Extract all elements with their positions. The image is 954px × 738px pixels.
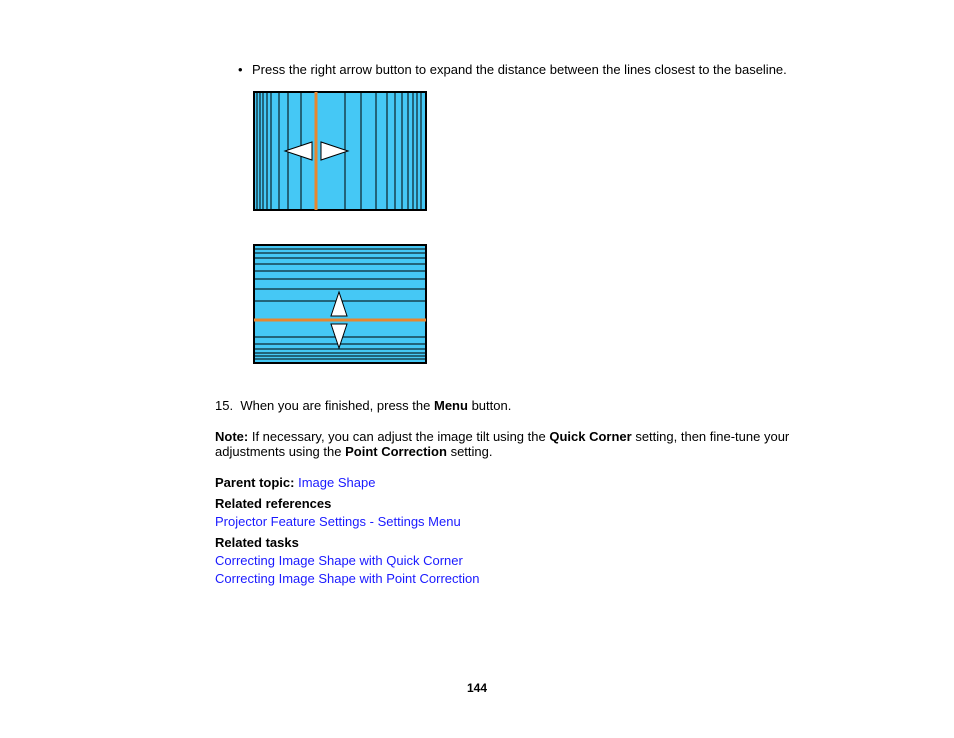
point-correction-label: Point Correction: [345, 444, 447, 459]
note-label: Note:: [215, 429, 249, 444]
note-text-2: setting, then fine-tune your adjustments using the: [215, 429, 790, 459]
vertical-lines-figure: [253, 91, 428, 212]
bullet-symbol: •: [238, 62, 243, 77]
parent-topic-link[interactable]: Image Shape: [298, 475, 376, 490]
page-number: 144: [466, 681, 488, 695]
parent-topic: [215, 475, 375, 490]
related-tasks-heading: Related tasks: [215, 535, 299, 550]
related-references-heading: Related references: [215, 496, 332, 511]
parent-topic-label: Parent topic:: [215, 475, 295, 490]
related-task-link-quick-corner[interactable]: Correcting Image Shape with Quick Corner: [215, 553, 463, 568]
horizontal-lines-figure: [253, 244, 428, 365]
step-number: 15.: [215, 398, 234, 413]
quick-corner-label: Quick Corner: [549, 429, 632, 444]
note-paragraph: [215, 429, 815, 459]
related-reference-link[interactable]: Projector Feature Settings - Settings Menu: [215, 514, 461, 529]
related-task-link-point-correction[interactable]: Correcting Image Shape with Point Correction: [215, 571, 480, 586]
step-text-before: When you are finished, press the: [240, 398, 431, 413]
bullet-instruction: [238, 62, 787, 77]
bullet-text: Press the right arrow button to expand the distance between the lines closest to the baseline.: [252, 62, 787, 77]
note-text-3: setting.: [450, 444, 493, 459]
step-15: [215, 398, 511, 413]
note-text-1: If necessary, you can adjust the image tilt using the: [251, 429, 546, 444]
step-text-after: button.: [471, 398, 512, 413]
menu-button-label: Menu: [434, 398, 468, 413]
